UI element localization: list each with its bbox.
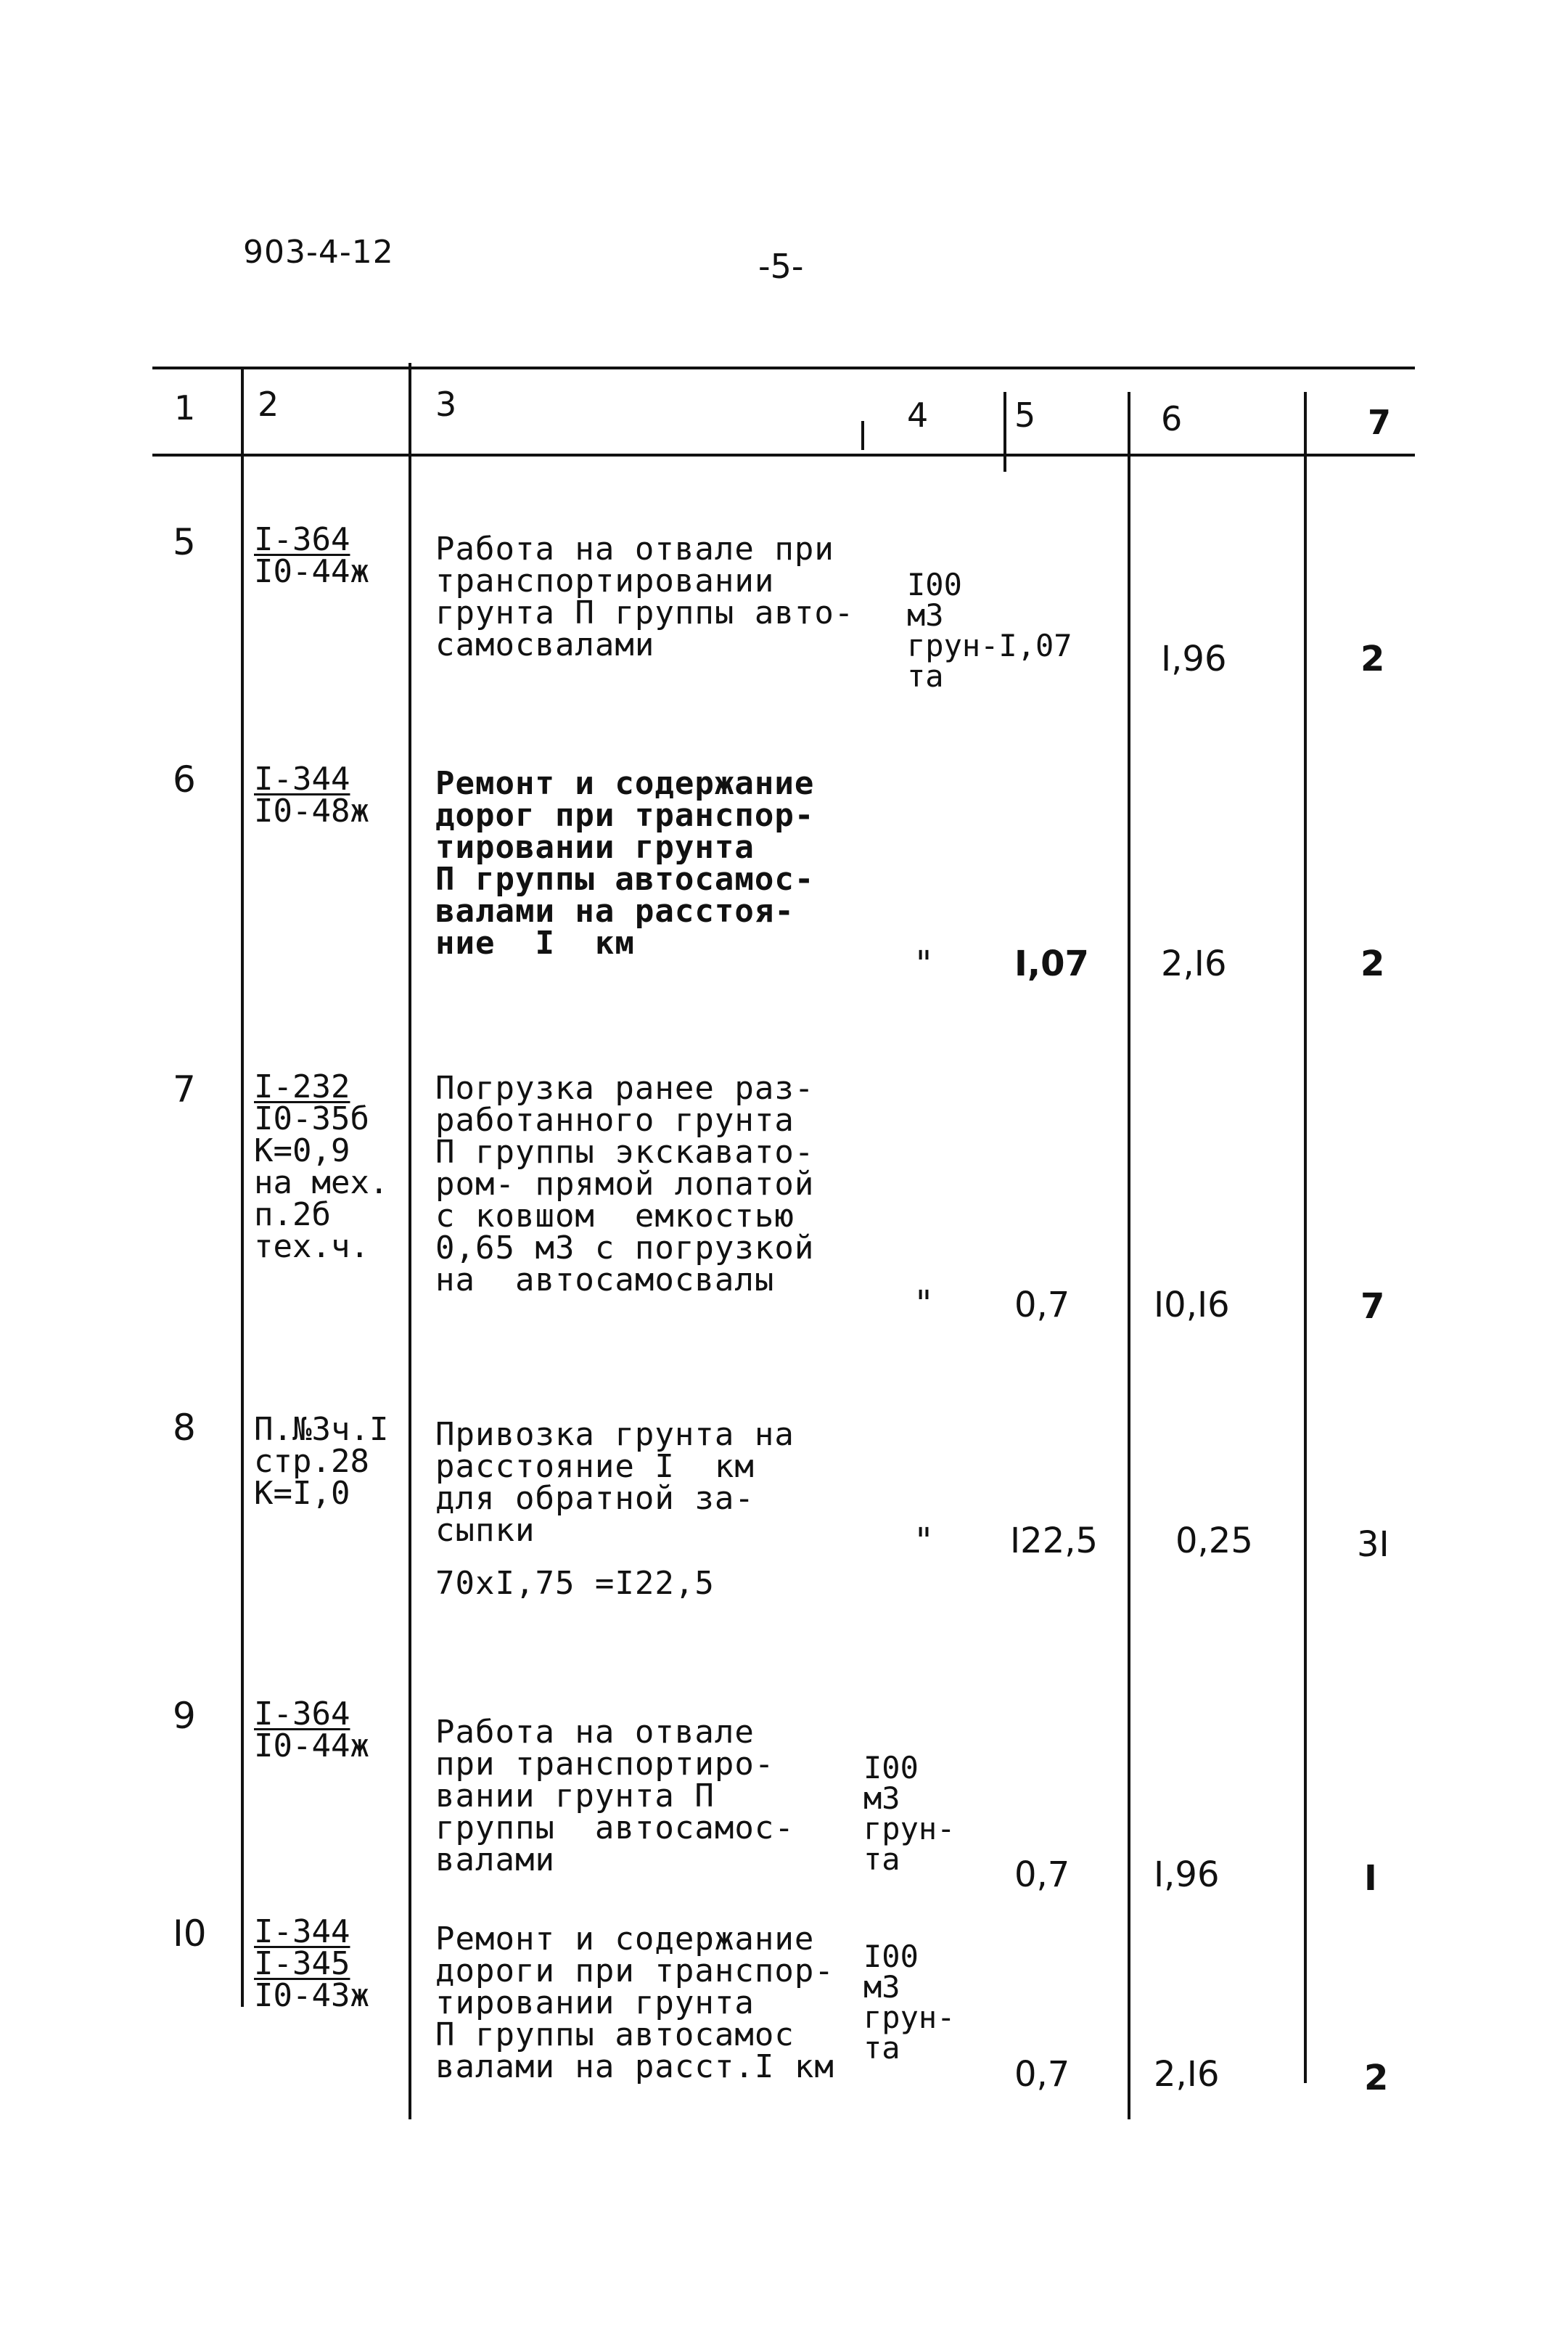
unit-of-measure: I00 м3 грун- та <box>863 1750 956 1877</box>
col-divider-6 <box>1304 392 1307 2083</box>
norm-code <box>254 1068 389 1265</box>
row-number: I0 <box>173 1912 207 1955</box>
col-divider-1 <box>241 367 244 2007</box>
norm-code-primary: I-344 <box>254 761 350 798</box>
norm-code <box>254 761 369 830</box>
rate-value: I,96 <box>1154 1854 1220 1895</box>
col-divider-2 <box>409 363 411 2119</box>
row-number: 6 <box>173 758 196 801</box>
col-header-7: 7 <box>1368 403 1392 442</box>
col-header-3: 3 <box>435 385 457 424</box>
col-divider-3 <box>861 421 864 450</box>
cost-value: 2 <box>1360 944 1385 984</box>
quantity-value: 0,7 <box>1014 1285 1070 1325</box>
norm-code-secondary: I-345 <box>254 1945 350 1982</box>
work-description: Работа на отвале при транспортиро- вании грунта П группы автосамос- валами <box>435 1714 795 1878</box>
cost-value: 7 <box>1360 1286 1385 1327</box>
col-header-1: 1 <box>174 388 196 428</box>
norm-code-primary: I-364 <box>254 521 350 558</box>
norm-code <box>254 1695 369 1764</box>
header-top-rule <box>152 367 1415 369</box>
work-description: Привозка грунта на расстояние I км для обратной за- сыпки <box>435 1416 795 1549</box>
cost-value: 2 <box>1364 2058 1389 2098</box>
cost-value: 2 <box>1360 639 1385 679</box>
work-description: Ремонт и содержание дорог при транспор- тировании грунта П группы автосамос- валами на расстоя- ние I км <box>435 765 815 962</box>
norm-code-primary: I-344 <box>254 1913 350 1950</box>
unit-of-measure: " <box>916 944 932 984</box>
cost-value: I <box>1364 1858 1377 1899</box>
rate-value: 2,I6 <box>1161 944 1227 984</box>
unit-of-measure: I00 м3 грун- та <box>863 1939 956 2066</box>
cost-value: 3I <box>1357 1524 1390 1565</box>
quantity-value: 0,7 <box>1014 1854 1070 1895</box>
norm-code-primary: I-232 <box>254 1068 350 1105</box>
norm-code <box>254 521 369 590</box>
row-number: 7 <box>173 1068 196 1110</box>
page-number: -5- <box>758 247 804 286</box>
norm-code-secondary: I0-44ж <box>254 1727 369 1764</box>
row-number: 5 <box>173 521 196 563</box>
col-header-5: 5 <box>1014 396 1036 435</box>
col-header-6: 6 <box>1161 399 1183 438</box>
quantity-value: I,07 <box>1014 944 1089 984</box>
work-description: Работа на отвале при транспортировании грунта П группы авто- самосвалами <box>435 531 855 663</box>
norm-code-primary: I-364 <box>254 1695 350 1732</box>
rate-value: 0,25 <box>1175 1521 1253 1561</box>
quantity-value: 0,7 <box>1014 2054 1070 2095</box>
unit-of-measure: " <box>916 1521 932 1561</box>
unit-of-measure: I00 м3 грун-I,07 та <box>907 567 1072 694</box>
norm-code <box>254 1913 369 2014</box>
work-description: Ремонт и содержание дороги при транспор- тировании грунта П группы автосамос валами на расст.I км <box>435 1920 834 2085</box>
rate-value: I0,I6 <box>1154 1285 1230 1325</box>
unit-of-measure: " <box>916 1283 932 1324</box>
rate-value: 2,I6 <box>1154 2054 1220 2095</box>
col-header-2: 2 <box>258 385 279 424</box>
norm-code-tertiary: I0-43ж <box>254 1977 369 2014</box>
col-header-4: 4 <box>907 396 929 435</box>
row-number: 8 <box>173 1407 196 1449</box>
work-description: Погрузка ранее раз- работанного грунта П группы экскавато- ром- прямой лопатой с ковшом емкостью 0,65 м3 с погрузкой на автосамосвалы <box>435 1070 815 1298</box>
quantity-value: I22,5 <box>1010 1521 1099 1561</box>
col-divider-5 <box>1128 392 1130 2119</box>
norm-code-secondary: I0-35б К=0,9 на мех. п.2б тех.ч. <box>254 1100 389 1265</box>
row-number: 9 <box>173 1695 196 1737</box>
document-code: 903-4-12 <box>243 234 394 271</box>
header-bottom-rule <box>152 454 1415 457</box>
rate-value: I,96 <box>1161 639 1227 679</box>
col-divider-4 <box>1003 392 1006 472</box>
calculation-note: 70хI,75 =I22,5 <box>435 1565 715 1602</box>
norm-code-secondary: I0-48ж <box>254 793 369 830</box>
norm-code: П.№3ч.I стр.28 К=I,0 <box>254 1411 389 1512</box>
norm-code-secondary: I0-44ж <box>254 553 369 590</box>
